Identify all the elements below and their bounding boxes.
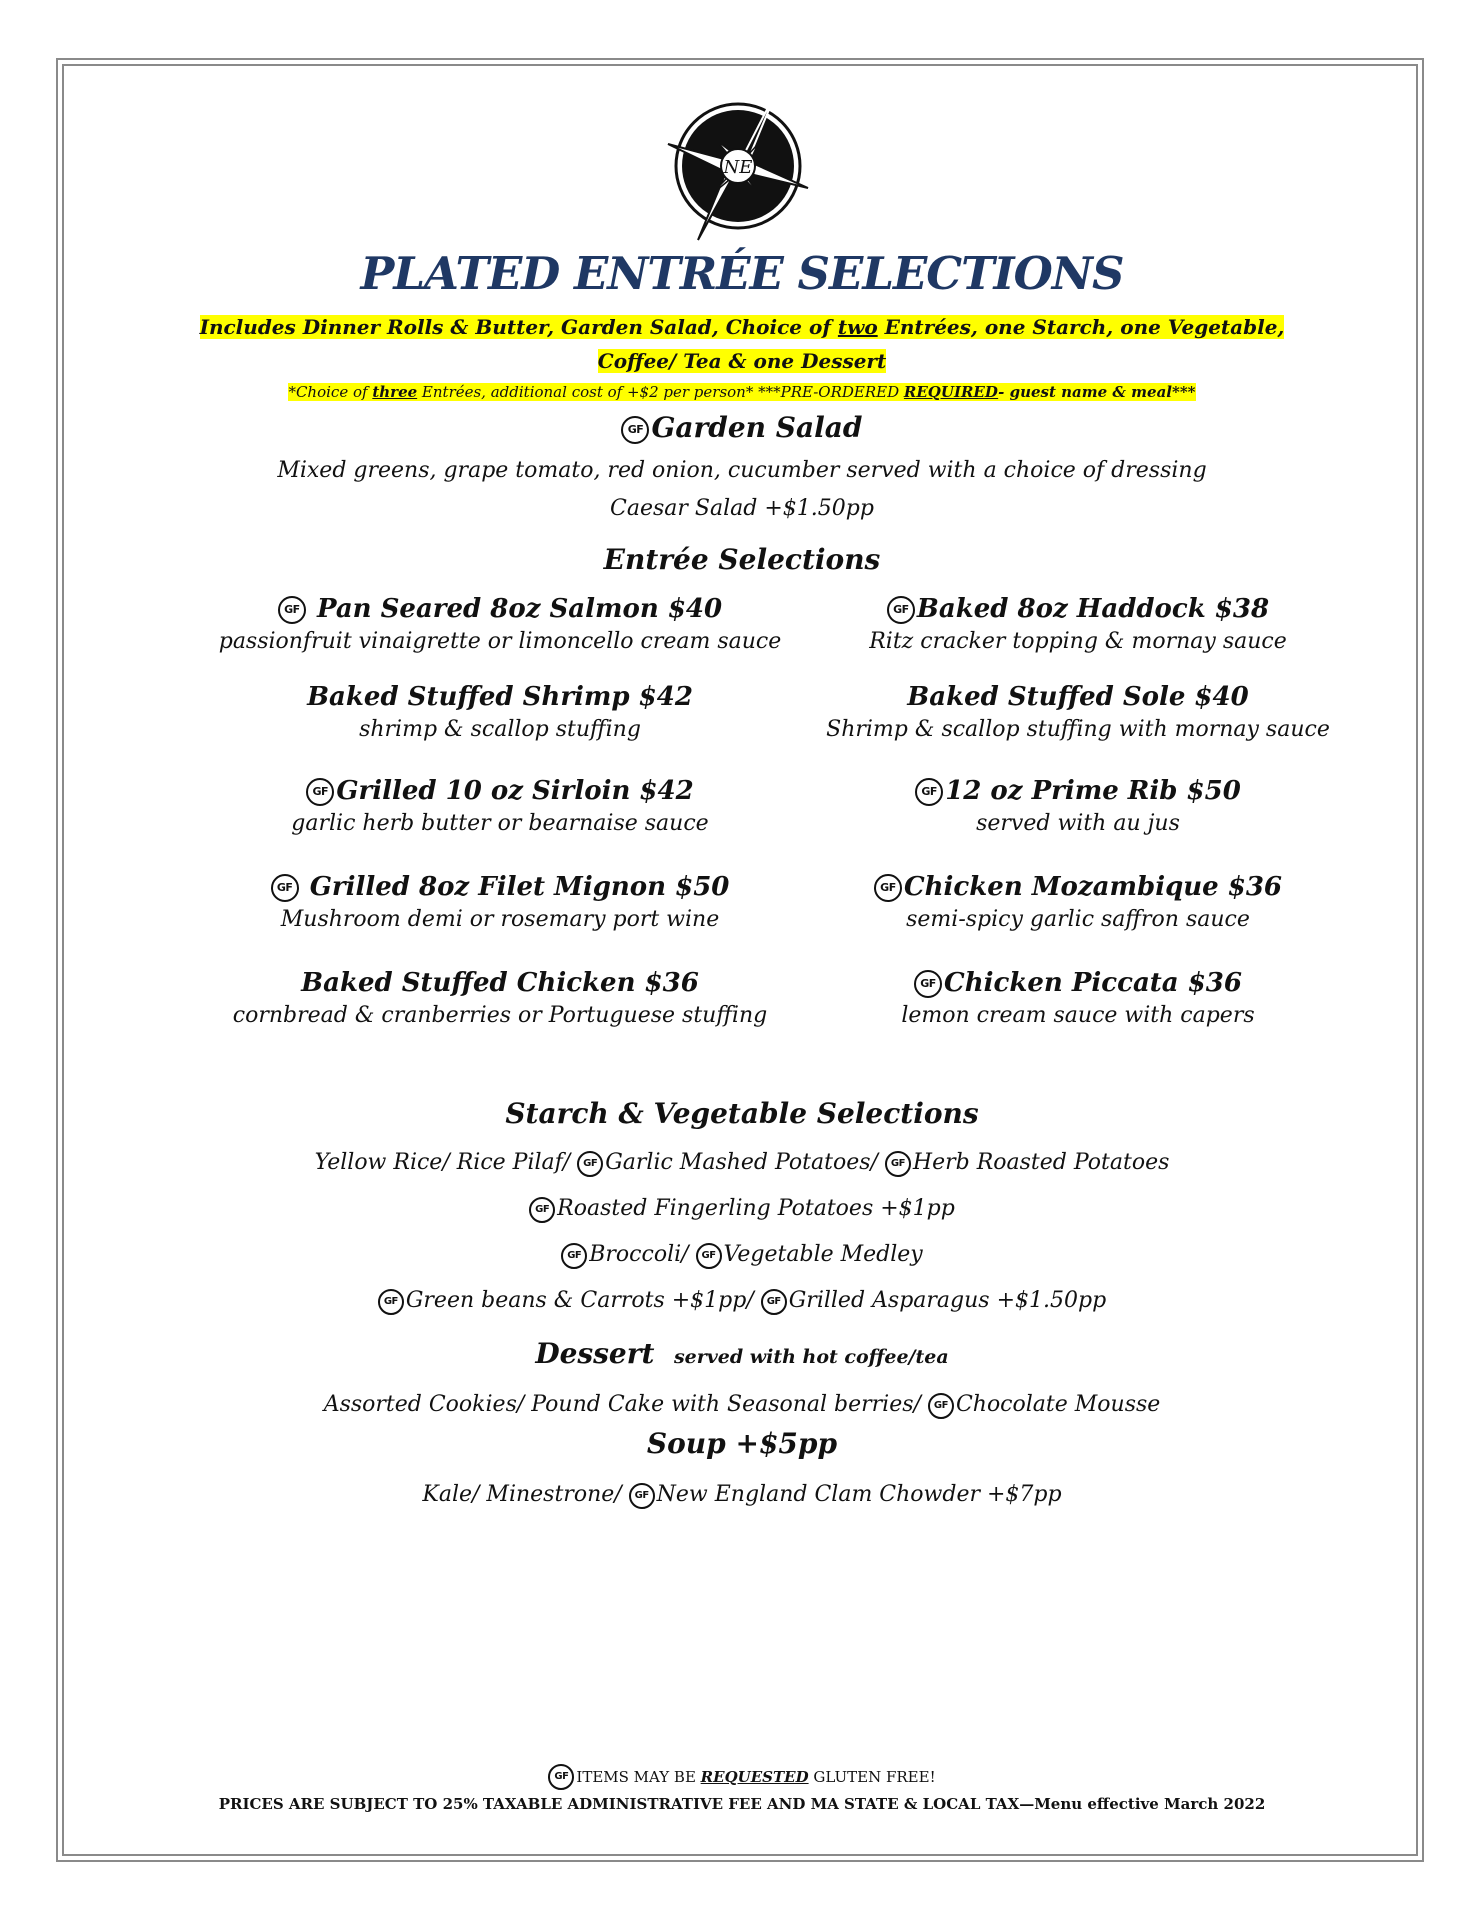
- gf-icon: GF: [278, 596, 306, 624]
- entree-heading: Entrée Selections: [603, 543, 881, 576]
- footnote-requested: REQUESTED: [700, 1768, 809, 1786]
- gf-icon: GF: [271, 874, 299, 902]
- entree-description: garlic herb butter or bearnaise sauce: [291, 811, 709, 836]
- salad-title: [0, 410, 1484, 446]
- includes-text-a: Includes Dinner Rolls & Butter, Garden Salad, Choice of: [199, 315, 838, 339]
- dessert-heading-text: Dessert: [535, 1337, 655, 1370]
- entree-description: Ritz cracker topping & mornay sauce: [869, 629, 1287, 654]
- gf-icon: GF: [548, 1764, 574, 1790]
- includes-line-1: [0, 312, 1484, 342]
- sides-line-1: [0, 1146, 1484, 1180]
- entree-name: Chicken Piccata $36: [944, 968, 1242, 998]
- entree-name: Baked Stuffed Shrimp $42: [307, 682, 693, 712]
- entree-name: Chicken Mozambique $36: [903, 872, 1283, 902]
- sides-text: Broccoli/: [589, 1242, 696, 1267]
- gf-icon: GF: [378, 1289, 404, 1315]
- entree-description: Shrimp & scallop stuffing with mornay sauce: [826, 717, 1330, 742]
- soup-text: Kale/ Minestrone/: [422, 1482, 629, 1507]
- entree-item: [728, 774, 1428, 840]
- dessert-heading: [0, 1336, 1484, 1375]
- footnote-text-b: GLUTEN FREE!: [808, 1768, 936, 1786]
- gf-icon: GF: [914, 970, 942, 998]
- sides-line-3: [0, 1238, 1484, 1272]
- entree-name: Pan Seared 8oz Salmon $40: [316, 594, 723, 624]
- sides-text: Yellow Rice/ Rice Pilaf/: [314, 1150, 578, 1175]
- price-disclaimer: PRICES ARE SUBJECT TO 25% TAXABLE ADMINISTRATIVE FEE AND MA STATE & LOCAL TAX—Menu effective March 2022: [218, 1795, 1266, 1813]
- note-required: REQUIRED: [903, 383, 999, 401]
- entree-description: Mushroom demi or rosemary port wine: [280, 907, 720, 932]
- entree-name: Baked 8oz Haddock $38: [916, 594, 1270, 624]
- entree-description: served with au jus: [976, 811, 1180, 836]
- entree-description: cornbread & cranberries or Portuguese stuffing: [232, 1003, 768, 1028]
- salad-upgrade: Caesar Salad +$1.50pp: [610, 496, 874, 521]
- footnote-text-a: ITEMS MAY BE: [576, 1768, 701, 1786]
- sides-text: Vegetable Medley: [723, 1242, 923, 1267]
- sides-text: Roasted Fingerling Potatoes +$1pp: [557, 1196, 955, 1221]
- soup-line: [0, 1478, 1484, 1512]
- logo-initials: NE: [723, 157, 753, 178]
- gf-icon: GF: [928, 1393, 954, 1419]
- includes-text-b: Entrées, one Starch, one Vegetable,: [877, 315, 1285, 339]
- dessert-line: [0, 1388, 1484, 1422]
- sides-line-2: [0, 1192, 1484, 1226]
- choice-note: [0, 382, 1484, 402]
- note-highlight: [288, 383, 1195, 401]
- entree-name: Grilled 10 oz Sirloin $42: [336, 776, 694, 806]
- salad-description: Mixed greens, grape tomato, red onion, cucumber served with a choice of dressing: [277, 458, 1207, 483]
- entree-description: lemon cream sauce with capers: [901, 1003, 1255, 1028]
- note-text-c: - guest name & meal***: [998, 383, 1196, 401]
- soup-heading: Soup +$5pp: [646, 1427, 838, 1460]
- gf-icon: GF: [621, 416, 649, 444]
- gf-icon: GF: [915, 778, 943, 806]
- gf-icon: GF: [761, 1289, 787, 1315]
- entree-name: Baked Stuffed Sole $40: [907, 682, 1249, 712]
- entree-name: Grilled 8oz Filet Mignon $50: [309, 872, 730, 902]
- dessert-text: Chocolate Mousse: [955, 1392, 1161, 1417]
- gf-icon: GF: [874, 874, 902, 902]
- gf-icon: GF: [577, 1151, 603, 1177]
- includes-highlight-1: [200, 315, 1285, 339]
- sides-text: Green beans & Carrots +$1pp/: [405, 1288, 761, 1313]
- entree-description: semi-spicy garlic saffron sauce: [906, 907, 1250, 932]
- includes-line-2: [0, 346, 1484, 376]
- sides-text: Garlic Mashed Potatoes/: [605, 1150, 885, 1175]
- entree-description: passionfruit vinaigrette or limoncello cream sauce: [218, 629, 782, 654]
- gf-icon: GF: [696, 1243, 722, 1269]
- gf-icon: GF: [629, 1483, 655, 1509]
- note-text-a: *Choice of: [288, 383, 373, 401]
- dessert-subheading: served with hot coffee/tea: [673, 1346, 949, 1368]
- sides-text: Grilled Asparagus +$1.50pp: [788, 1288, 1107, 1313]
- entree-item: [728, 592, 1428, 658]
- compass-logo: [658, 84, 828, 244]
- note-three: three: [372, 383, 418, 401]
- entree-item: [728, 966, 1428, 1032]
- entree-description: shrimp & scallop stuffing: [359, 717, 641, 742]
- entree-item: [728, 870, 1428, 936]
- soup-text: New England Clam Chowder +$7pp: [656, 1482, 1062, 1507]
- gf-icon: GF: [529, 1197, 555, 1223]
- sides-text: Herb Roasted Potatoes: [912, 1150, 1170, 1175]
- gf-footnote: [0, 1764, 1484, 1790]
- dessert-text: Assorted Cookies/ Pound Cake with Seasonal berries/: [323, 1392, 928, 1417]
- includes-highlight-2: Coffee/ Tea & one Dessert: [597, 349, 887, 373]
- sides-line-4: [0, 1284, 1484, 1318]
- note-text-b: Entrées, additional cost of +$2 per person* ***PRE-ORDERED: [417, 383, 904, 401]
- entree-item: [728, 680, 1428, 746]
- salad-title-text: Garden Salad: [651, 411, 863, 444]
- gf-icon: GF: [887, 596, 915, 624]
- gf-icon: GF: [561, 1243, 587, 1269]
- sides-heading: Starch & Vegetable Selections: [505, 1097, 979, 1130]
- gf-icon: GF: [885, 1151, 911, 1177]
- page-title: PLATED ENTRÉE SELECTIONS: [360, 247, 1124, 300]
- includes-two: two: [837, 315, 878, 339]
- gf-icon: GF: [306, 778, 334, 806]
- entree-name: Baked Stuffed Chicken $36: [301, 968, 699, 998]
- entree-name: 12 oz Prime Rib $50: [945, 776, 1241, 806]
